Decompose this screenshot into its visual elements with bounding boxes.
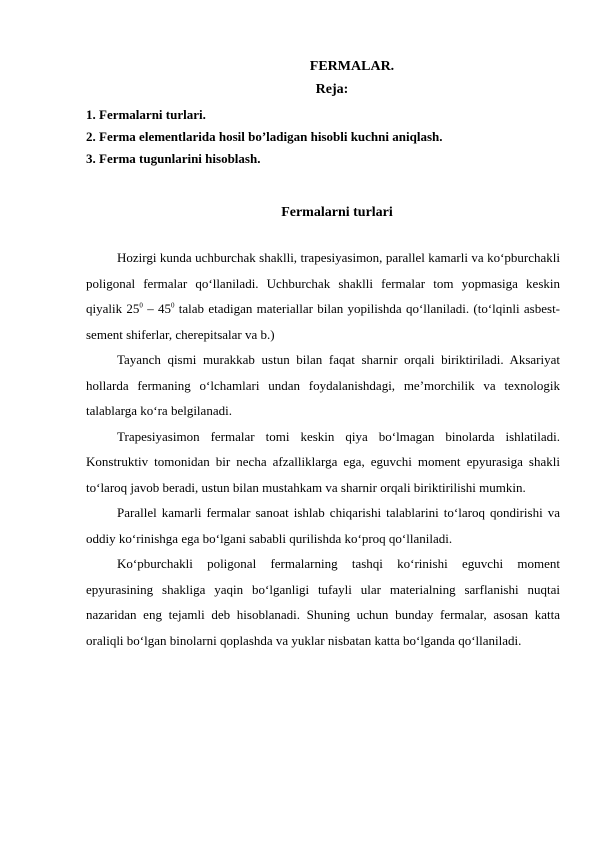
- paragraph-1-part-a: Hozirgi kunda uchburchak shaklli, trapesiyasimon, parallel kamarli va ko‘pburchakli poligonal fermalar qo‘llaniladi. Uchburchak shaklli fermalar tom yopmasiga keskin qiyalik 25: [86, 250, 560, 316]
- paragraph-3: Trapesiyasimon fermalar tomi keskin qiya bo‘lmagan binolarda ishlatiladi. Konstruktiv tomonidan bir necha afzalliklarga ega, eguvchi moment epyurasiga shakli to‘laroq javob beradi, ustun bilan mustahkam va sharnir orqali biriktirilishi mumkin.: [86, 428, 560, 495]
- plan-item: 2. Ferma elementlarida hosil bo’ladigan hisobli kuchni aniqlash.: [86, 129, 443, 144]
- plan-item: 3. Ferma tugunlarini hisoblash.: [86, 151, 261, 166]
- paragraph-1-part-b: – 45: [142, 301, 171, 316]
- degree-superscript: 0: [139, 301, 143, 310]
- paragraph-1-part-c: talab etadigan materiallar bilan yopilishda qo‘llaniladi. (to‘lqinli asbest-sement shiferlar, cherepitsalar va b.): [86, 301, 561, 342]
- plan-heading: Reja:: [315, 82, 349, 97]
- paragraph-4: Parallel kamarli fermalar sanoat ishlab chiqarishi talablarini to‘laroq qondirishi va oddiy ko‘rinishga ega bo‘lgani sababli qurilishda ko‘proq qo‘llaniladi.: [86, 505, 560, 546]
- paragraph-5: Ko‘pburchakli poligonal fermalarning tashqi ko‘rinishi eguvchi moment epyurasining shakliga yaqin bo‘lganligi tufayli ular materialning sarflanishi nuqtai nazaridan eng tejamli deb hisoblanadi. Shuning uchun bunday fermalar, asosan katta oraliqli bo‘lgan binolarni qoplashda va yuklar nisbatan katta bo‘lganda qo‘llaniladi.: [86, 556, 560, 648]
- paragraph-1: [86, 245, 560, 347]
- plan-item: 1. Fermalarni turlari.: [86, 107, 206, 122]
- plan-list: [86, 104, 442, 170]
- section-title: Fermalarni turlari: [281, 205, 393, 220]
- paragraph-2: Tayanch qismi murakkab ustun bilan faqat sharnir orqali biriktiriladi. Aksariyat hollarda fermaning o‘lchamlari undan foydalanishdagi, me’morchilik va texnologik talablarga ko‘ra belgilanadi.: [86, 352, 560, 418]
- body-text: [86, 245, 560, 653]
- degree-superscript: 0: [170, 301, 175, 310]
- document-title: FERMALAR.: [309, 59, 395, 74]
